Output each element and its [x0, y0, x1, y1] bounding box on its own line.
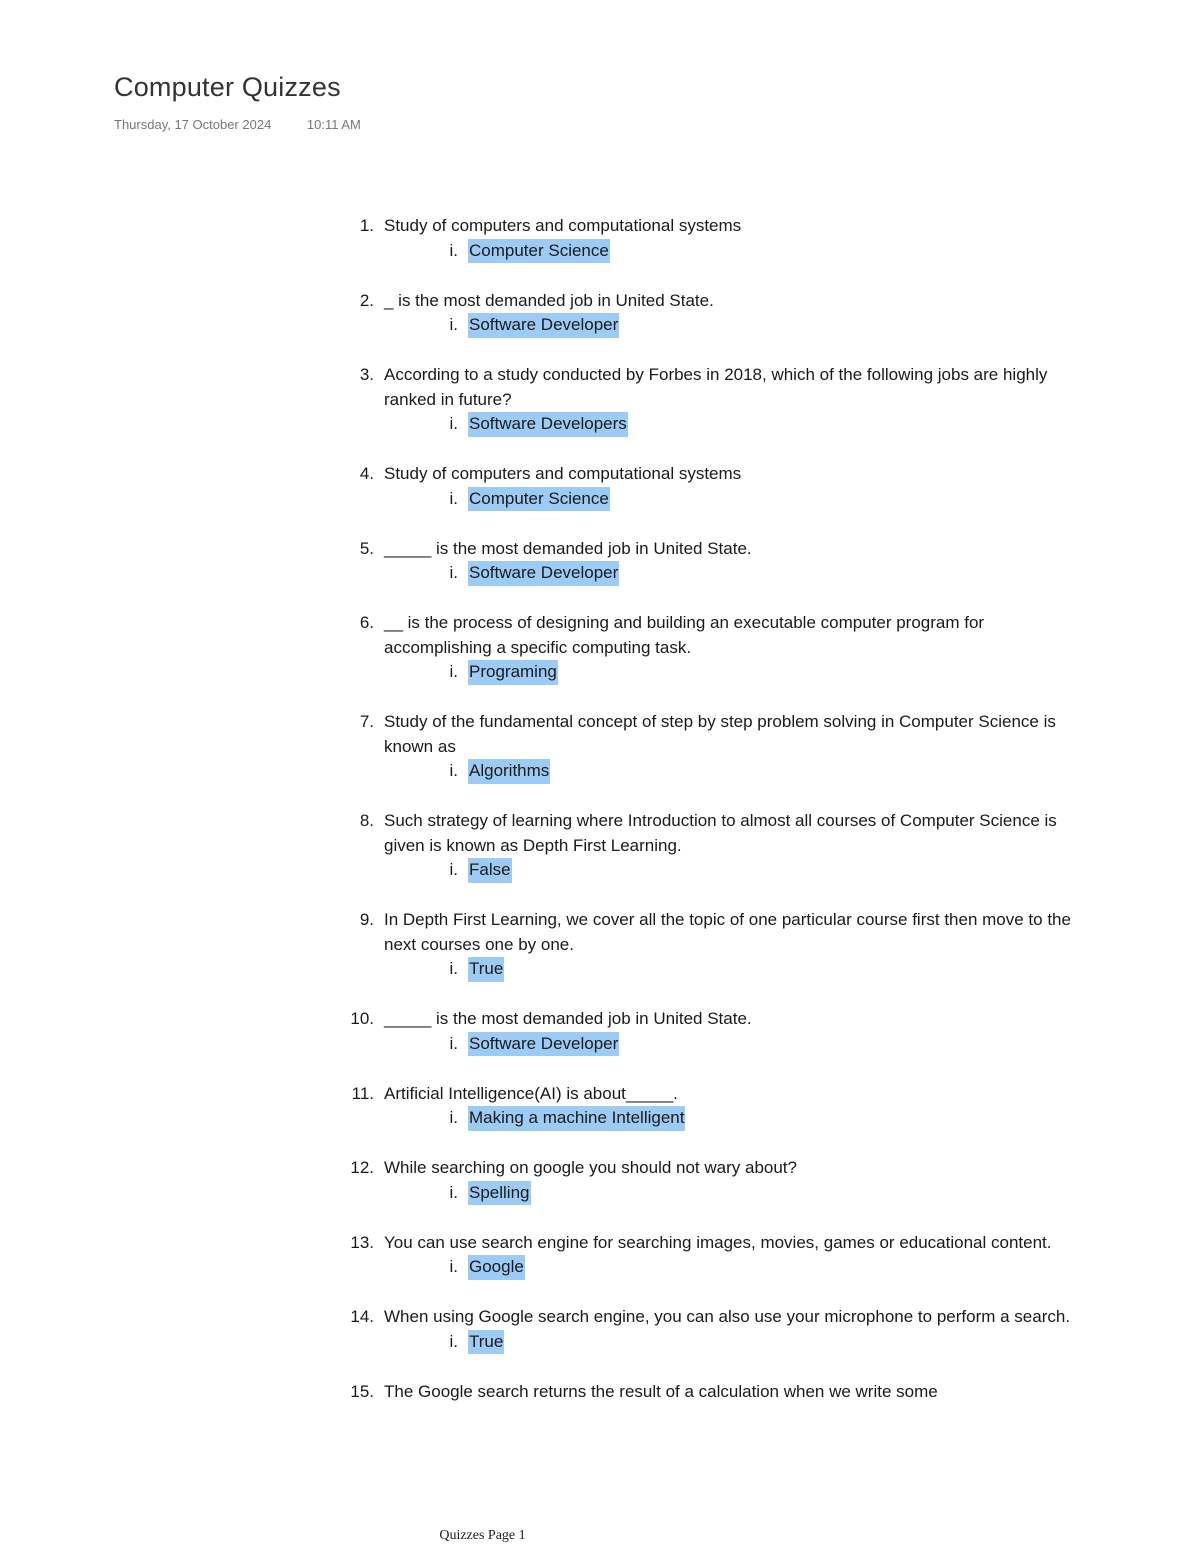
answer-row — [446, 412, 1098, 437]
answer-highlight[interactable]: Algorithms — [468, 759, 550, 784]
question-item — [338, 1380, 1098, 1405]
question-text: Study of the fundamental concept of step by step problem solving in Computer Science is known as — [384, 712, 1056, 756]
question-number: 8. — [359, 811, 374, 830]
answer-row — [446, 1106, 1098, 1131]
answer-marker: i. — [449, 563, 458, 582]
answer-marker: i. — [449, 1331, 458, 1351]
question-number: 4. — [359, 464, 374, 483]
question-text: In Depth First Learning, we cover all the topic of one particular course first then move to the next courses one by one. — [384, 910, 1071, 954]
question-item — [338, 363, 1098, 437]
answer-marker: i. — [449, 488, 458, 508]
question-text: _____ is the most demanded job in United State. — [384, 1009, 752, 1028]
answer-highlight[interactable]: Software Developers — [468, 412, 628, 437]
question-text: The Google search returns the result of a calculation when we write some — [384, 1381, 938, 1401]
question-number: 10. — [350, 1009, 374, 1028]
page-footer: Quizzes Page 1 — [439, 1528, 526, 1543]
question-item — [338, 1231, 1098, 1281]
question-text: Study of computers and computational systems — [384, 216, 742, 235]
answer-row — [446, 1181, 1098, 1206]
answer-highlight[interactable]: True — [468, 957, 504, 982]
answer-highlight[interactable]: Software Developer — [468, 313, 619, 338]
question-item — [338, 214, 1098, 264]
question-text: _____ is the most demanded job in United State. — [384, 538, 752, 558]
answer-marker: i. — [449, 240, 458, 260]
answer-marker: i. — [449, 1257, 458, 1276]
answer-row — [446, 1330, 1098, 1355]
answer-row — [446, 660, 1098, 685]
answer-marker: i. — [449, 414, 458, 433]
question-number: 1. — [359, 216, 374, 235]
answer-marker: i. — [449, 761, 458, 780]
answer-row — [446, 1255, 1098, 1280]
answer-marker: i. — [449, 662, 458, 681]
answer-row — [446, 858, 1098, 883]
question-text: You can use search engine for searching images, movies, games or educational content. — [384, 1232, 1052, 1252]
answer-row — [446, 759, 1098, 784]
answer-highlight[interactable]: Software Developer — [468, 1032, 619, 1057]
question-text: _ is the most demanded job in United State. — [384, 290, 714, 310]
question-item — [338, 537, 1098, 587]
page-title: Computer Quizzes — [114, 72, 341, 102]
question-text: Artificial Intelligence(AI) is about_____. — [384, 1083, 678, 1103]
answer-highlight[interactable]: True — [468, 1330, 504, 1355]
question-text: According to a study conducted by Forbes in 2018, which of the following jobs are highly ranked in future? — [384, 365, 1048, 409]
answer-highlight[interactable]: Google — [468, 1255, 525, 1280]
question-item — [338, 462, 1098, 512]
answer-row — [446, 239, 1098, 264]
page-time: 10:11 AM — [306, 117, 361, 132]
question-item — [338, 1082, 1098, 1132]
answer-marker: i. — [449, 860, 458, 879]
answer-row — [446, 487, 1098, 512]
answer-row — [446, 313, 1098, 338]
question-number: 9. — [359, 910, 374, 929]
question-number: 15. — [350, 1381, 374, 1401]
quiz-list — [338, 214, 1098, 1404]
question-number: 5. — [359, 538, 374, 558]
answer-highlight[interactable]: False — [468, 858, 512, 883]
question-number: 12. — [350, 1158, 374, 1177]
question-text: When using Google search engine, you can also use your microphone to perform a search. — [384, 1307, 1071, 1326]
question-number: 14. — [350, 1307, 374, 1326]
answer-highlight[interactable]: Computer Science — [468, 487, 610, 512]
question-item — [338, 289, 1098, 339]
question-number: 2. — [359, 290, 374, 310]
question-text: Such strategy of learning where Introduction to almost all courses of Computer Science is given is known as Depth First Learning. — [384, 811, 1057, 855]
answer-row — [446, 957, 1098, 982]
answer-row — [446, 561, 1098, 586]
question-item — [338, 908, 1098, 982]
question-number: 6. — [359, 613, 374, 632]
question-number: 11. — [351, 1083, 374, 1103]
question-text: Study of computers and computational systems — [384, 464, 742, 483]
answer-marker: i. — [449, 1182, 458, 1202]
answer-marker: i. — [449, 959, 458, 978]
answer-highlight[interactable]: Computer Science — [468, 239, 610, 264]
answer-highlight[interactable]: Programing — [468, 660, 558, 685]
question-number: 3. — [359, 365, 374, 384]
question-number: 13. — [350, 1232, 374, 1252]
page-date: Thursday, 17 October 2024 — [114, 117, 272, 132]
page-meta — [114, 117, 361, 132]
question-text: __ is the process of designing and building an executable computer program for accomplishing a specific computing task. — [384, 613, 985, 657]
answer-marker: i. — [449, 315, 458, 334]
answer-marker: i. — [449, 1108, 458, 1127]
question-item — [338, 809, 1098, 883]
answer-highlight[interactable]: Software Developer — [468, 561, 619, 586]
question-item — [338, 1156, 1098, 1206]
answer-highlight[interactable]: Making a machine Intelligent — [468, 1106, 685, 1131]
question-item — [338, 1305, 1098, 1355]
answer-highlight[interactable]: Spelling — [468, 1181, 531, 1206]
question-text: While searching on google you should not wary about? — [384, 1158, 797, 1177]
question-item — [338, 611, 1098, 685]
question-number: 7. — [359, 712, 374, 731]
question-item — [338, 710, 1098, 784]
answer-row — [446, 1032, 1098, 1057]
question-item — [338, 1007, 1098, 1057]
answer-marker: i. — [449, 1033, 458, 1053]
